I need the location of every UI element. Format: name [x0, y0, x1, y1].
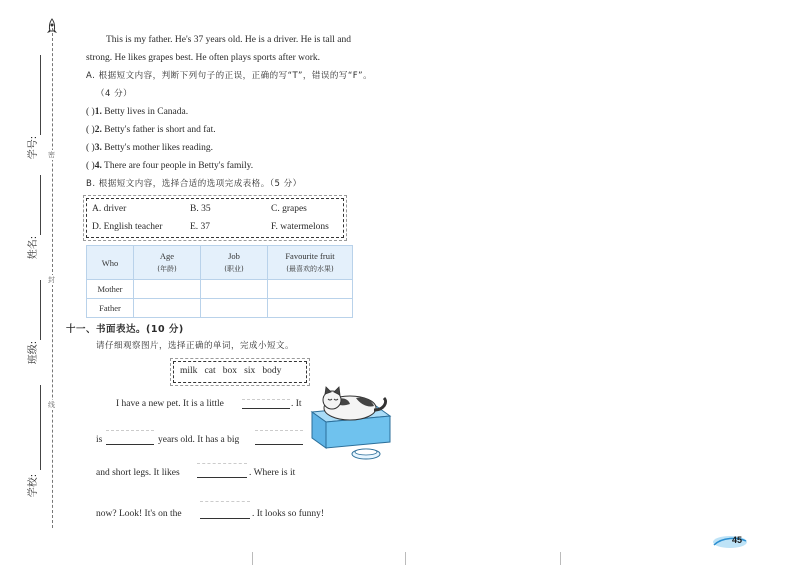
- answer-blank[interactable]: [242, 408, 290, 409]
- page-number: 45: [732, 535, 743, 545]
- answer-cell[interactable]: [201, 299, 268, 318]
- option-a: A. driver: [92, 204, 127, 214]
- answer-paren[interactable]: ( ): [86, 125, 95, 135]
- divider: [405, 552, 406, 565]
- student-number-blank[interactable]: [40, 55, 41, 135]
- item-text: There are four people in Betty's family.: [104, 161, 254, 171]
- option-c: C. grapes: [271, 204, 307, 214]
- answer-cell[interactable]: [268, 299, 353, 318]
- school-blank[interactable]: [40, 385, 41, 470]
- header-age: Age (年龄): [134, 246, 201, 280]
- answer-paren[interactable]: ( ): [86, 107, 95, 117]
- essay-line-4a: now? Look! It's on the: [96, 509, 182, 519]
- part-b-instruction: B. 根据短文内容，选择合适的选项完成表格。（5 分）: [86, 179, 302, 189]
- option-e: E. 37: [190, 222, 211, 232]
- school-label: 学校:: [28, 473, 40, 498]
- row-label: Father: [87, 299, 134, 318]
- guide-line: [106, 430, 154, 431]
- answer-blank[interactable]: [200, 518, 250, 519]
- binding-margin: [0, 0, 70, 565]
- swoosh-icon: [712, 533, 748, 549]
- word: milk: [180, 366, 198, 376]
- info-table: [86, 245, 353, 318]
- answer-paren[interactable]: ( ): [86, 143, 95, 153]
- seal-char-3: 线: [48, 401, 55, 409]
- item-number: 1.: [94, 107, 102, 117]
- essay-line-3a: and short legs. It likes: [96, 468, 180, 478]
- divider: [252, 552, 253, 565]
- header-who: Who: [87, 246, 134, 280]
- guide-line: [197, 463, 247, 464]
- item-number: 4.: [94, 161, 102, 171]
- word: cat: [204, 366, 216, 376]
- cat-on-box-illustration: [304, 386, 396, 462]
- answer-cell[interactable]: [268, 280, 353, 299]
- word: body: [262, 366, 282, 376]
- row-label: Mother: [87, 280, 134, 299]
- judge-item-2: [86, 126, 216, 136]
- essay-line-1a: I have a new pet. It is a little: [116, 399, 224, 409]
- student-number-label: 学号:: [28, 135, 40, 160]
- item-number: 3.: [94, 143, 102, 153]
- answer-cell[interactable]: [201, 280, 268, 299]
- answer-blank[interactable]: [197, 477, 247, 478]
- seal-char-1: 密: [48, 151, 55, 159]
- table-header-row: [87, 246, 353, 280]
- judge-item-1: [86, 108, 188, 118]
- part-a-instruction: A. 根据短文内容，判断下列句子的正误，正确的写“T”，错误的写“F”。: [86, 71, 373, 81]
- item-text: Betty's mother likes reading.: [104, 143, 214, 153]
- answer-blank[interactable]: [106, 444, 154, 445]
- essay-line-2b: years old. It has a big: [158, 435, 240, 445]
- table-row: [87, 280, 353, 299]
- seal-char-2: 封: [48, 276, 55, 284]
- item-number: 2.: [94, 125, 102, 135]
- divider: [560, 552, 561, 565]
- option-f: F. watermelons: [271, 222, 329, 232]
- judge-item-4: [86, 162, 253, 172]
- name-label: 姓名:: [28, 235, 40, 260]
- part-a-score: （4 分）: [96, 89, 133, 99]
- word: box: [222, 366, 237, 376]
- essay-line-4b: . It looks so funny!: [252, 509, 325, 519]
- item-text: Betty's father is short and fat.: [104, 125, 216, 135]
- essay-line-3b: . Where is it: [249, 468, 296, 478]
- class-blank[interactable]: [40, 280, 41, 340]
- essay-line-1b: . It: [291, 399, 302, 409]
- option-d: D. English teacher: [92, 222, 163, 232]
- class-label: 班级:: [28, 340, 40, 365]
- guide-line: [255, 430, 303, 431]
- section-11-instruction: 请仔细观察图片，选择正确的单词，完成小短文。: [96, 341, 295, 351]
- essay-line-2a: is: [96, 435, 103, 445]
- section-11-title: 十一、书面表达。(10 分): [66, 324, 184, 335]
- option-b: B. 35: [190, 204, 211, 214]
- item-text: Betty lives in Canada.: [104, 107, 189, 117]
- guide-line: [200, 501, 250, 502]
- answer-paren[interactable]: ( ): [86, 161, 95, 171]
- passage-line-1: This is my father. He's 37 years old. He is a driver. He is tall and: [106, 35, 351, 45]
- word-bank: [180, 367, 281, 377]
- page-number-badge: [712, 533, 748, 549]
- guide-line: [242, 399, 290, 400]
- answer-cell[interactable]: [134, 299, 201, 318]
- passage-line-2: strong. He likes grapes best. He often plays sports after work.: [86, 53, 321, 63]
- answer-cell[interactable]: [134, 280, 201, 299]
- name-blank[interactable]: [40, 175, 41, 235]
- header-fruit: Favourite fruit (最喜欢的水果): [268, 246, 353, 280]
- word: six: [244, 366, 256, 376]
- answer-blank[interactable]: [255, 444, 303, 445]
- judge-item-3: [86, 144, 213, 154]
- header-job: Job (职业): [201, 246, 268, 280]
- table-row: [87, 299, 353, 318]
